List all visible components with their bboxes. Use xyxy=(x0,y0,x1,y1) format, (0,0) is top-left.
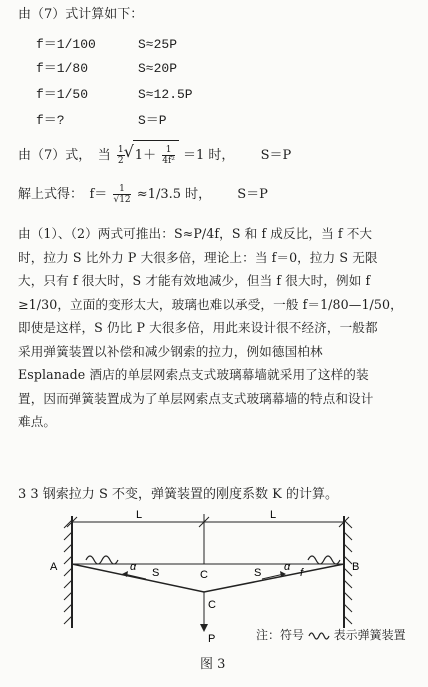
square-root xyxy=(133,140,179,171)
paragraph-line: Esplanade 酒店的单层网索点支式玻璃幕墙就采用了这样的装 xyxy=(18,367,369,382)
arrowhead-left-icon xyxy=(122,571,128,577)
condition-prefix: 解上式得： f＝ xyxy=(18,187,108,202)
point-label-a: A xyxy=(50,561,58,573)
paragraph-line: 时，拉力 S 比外力 P 大很多倍，理论上：当 f＝0，拉力 S 无限 xyxy=(18,249,378,265)
table-row-f: f＝1/50 xyxy=(36,87,89,102)
span-label-right: L xyxy=(270,509,277,521)
table-row-s: S≈20P xyxy=(138,61,178,76)
condition-result: S＝P xyxy=(260,148,292,163)
condition-equation-1 xyxy=(18,140,291,171)
spring-symbol-icon xyxy=(308,630,330,642)
angle-label-left: α xyxy=(130,561,137,573)
inner-numerator: 1 xyxy=(162,145,175,156)
load-arrow-icon xyxy=(200,624,208,632)
table-row-f: f＝? xyxy=(36,113,65,128)
fraction-numerator: 1 xyxy=(113,184,130,195)
right-wall xyxy=(344,516,352,628)
spring-left-icon xyxy=(86,556,118,564)
dimension-line xyxy=(67,514,349,564)
intro-text: 由（7）式计算如下： xyxy=(18,7,144,22)
table-row-s: S≈25P xyxy=(138,37,178,52)
paragraph-line: 采用弹簧装置以补偿和减少钢索的拉力，例如德国柏林 xyxy=(18,343,323,359)
paragraph-line: ≥1/30，立面的变形太大，玻璃也难以承受，一般 f＝1/80—1/50， xyxy=(18,296,403,312)
table-row-s: S≈12.5P xyxy=(138,87,193,102)
inner-denominator: 4f² xyxy=(162,156,175,166)
sqrt-lead: 1＋ xyxy=(134,148,157,163)
spring-right-icon xyxy=(308,556,340,564)
condition-equation-2 xyxy=(18,180,268,210)
point-label-c: C xyxy=(200,569,208,581)
left-wall xyxy=(64,516,72,628)
fraction-f xyxy=(113,184,130,205)
paragraph-line: 难点。 xyxy=(18,414,57,429)
force-label-left: S xyxy=(152,567,160,579)
paragraph-line: 置，因而弹簧装置成为了单层网索点支式玻璃幕墙的特点和设计 xyxy=(18,390,374,406)
figure-note xyxy=(256,626,406,643)
fraction-numerator: 1 xyxy=(117,145,124,155)
span-label-left: L xyxy=(136,509,143,521)
point-label-c-lower: C xyxy=(208,599,216,611)
table-row-f: f＝1/100 xyxy=(36,37,96,52)
deflected-cable xyxy=(72,564,344,592)
fraction-denominator: √12 xyxy=(113,195,131,205)
section-heading: 3 3 钢索拉力 S 不变，弹簧装置的刚度系数 K 的计算。 xyxy=(18,487,338,502)
condition-result: S＝P xyxy=(237,187,268,202)
paragraph-line: 大，只有 f 很大时，S 才能有效地减少，但当 f 很大时，例如 f xyxy=(18,273,371,288)
force-label-right: S xyxy=(254,567,262,579)
deflection-label: f xyxy=(300,567,304,579)
condition-prefix: 由（7）式， 当 xyxy=(18,148,111,163)
figure-caption: 图 3 xyxy=(200,657,226,672)
table-row-f: f＝1/80 xyxy=(36,61,89,76)
note-suffix: 表示弹簧装置 xyxy=(333,628,406,642)
condition-suffix: ＝1 时， xyxy=(183,148,235,163)
note-prefix: 注：符号 xyxy=(256,628,305,642)
condition-suffix: ≈1/3.5 时， xyxy=(136,187,212,202)
body-paragraph xyxy=(18,222,410,434)
table-row-s: S＝P xyxy=(138,113,167,128)
point-label-b: B xyxy=(352,561,360,573)
paragraph-line: 即使是这样，S 仍比 P 大很多倍，用此来设计很不经济，一般都 xyxy=(18,320,378,335)
paragraph-line: 由（1）、（2）两式可推出：S≈P/4f，S 和 f 成反比，当 f 不大 xyxy=(18,226,373,241)
fraction-denominator: 2 xyxy=(117,156,124,166)
angle-label-right: α xyxy=(284,561,291,573)
load-label-p: P xyxy=(208,633,216,645)
inner-fraction xyxy=(162,145,175,166)
